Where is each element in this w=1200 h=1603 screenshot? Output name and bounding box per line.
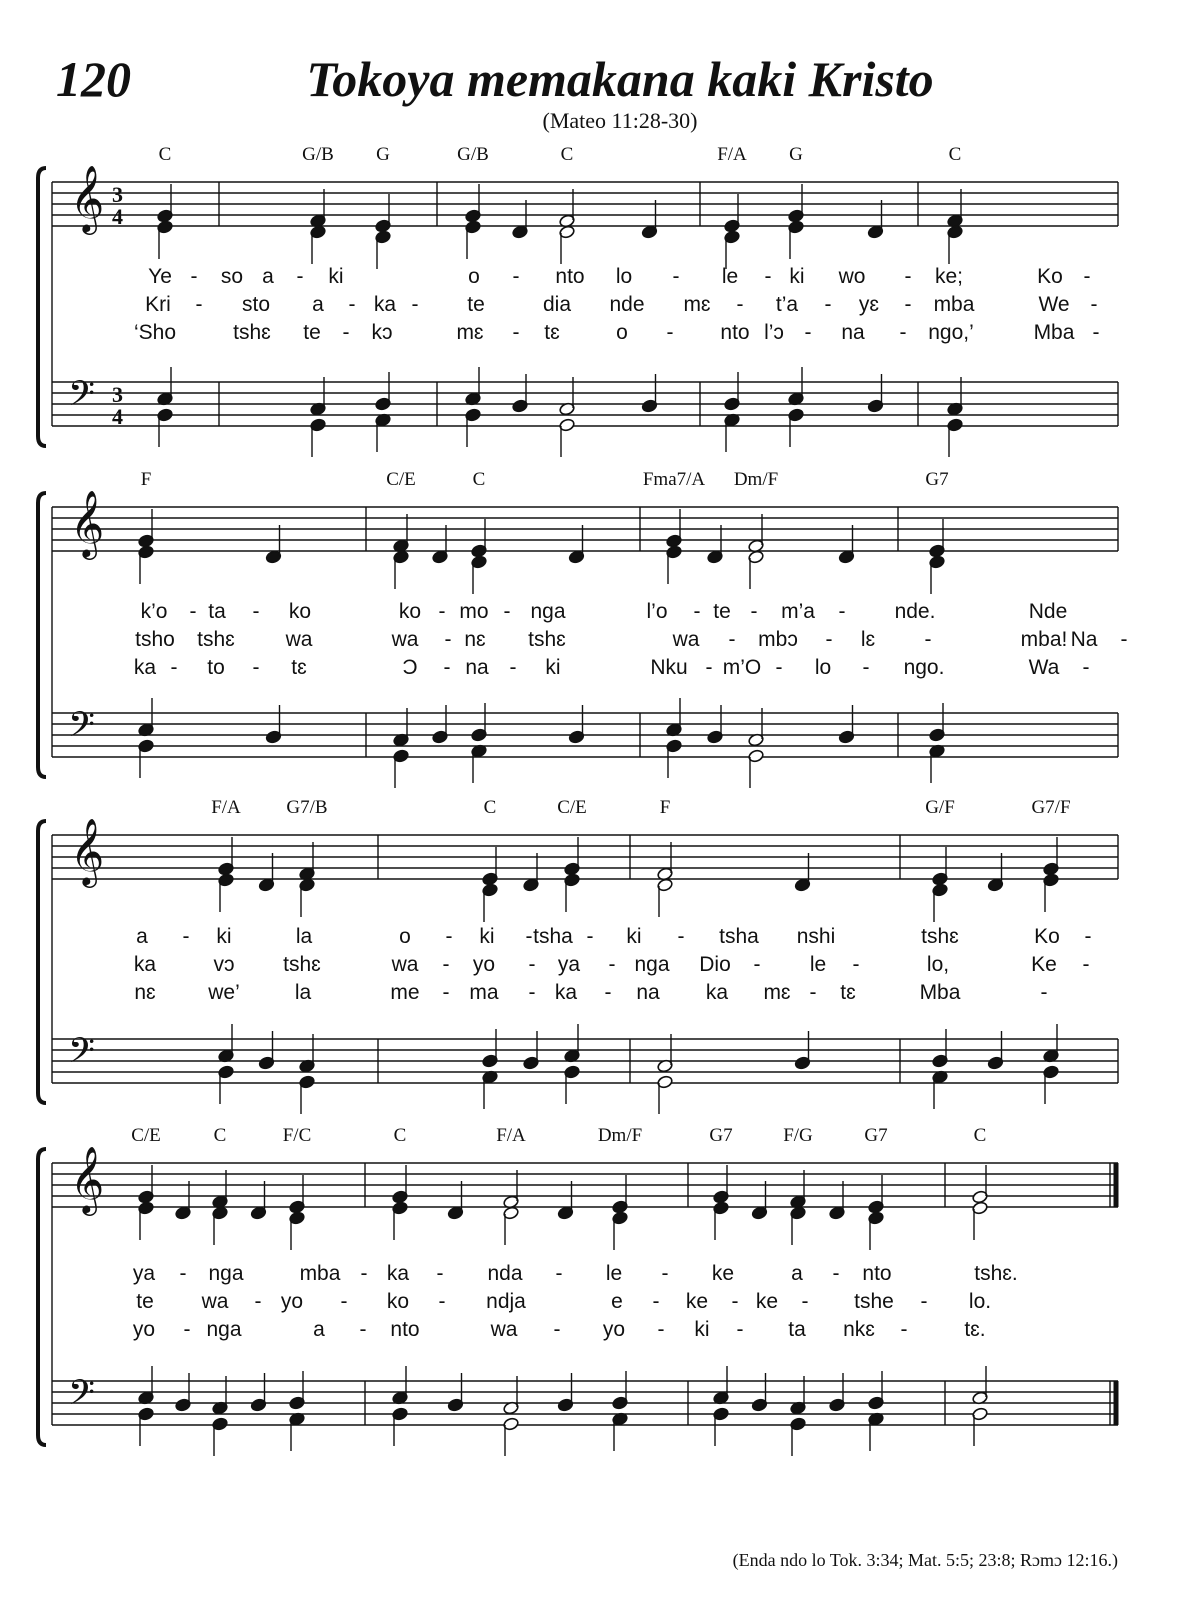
lyric-syllable: Nde <box>1028 600 1068 623</box>
lyric-syllable: lo <box>814 656 832 679</box>
lyric-syllable: nga <box>208 1262 244 1285</box>
chord-symbol: G7/B <box>286 797 328 818</box>
lyric-syllable: mɛ <box>763 981 791 1004</box>
chord-symbol: Fma7/A <box>642 469 706 490</box>
lyric-hyphen: - <box>661 1262 669 1285</box>
lyric-syllable: yo <box>472 953 496 976</box>
chord-symbol: C <box>560 144 574 165</box>
lyric-syllable: le <box>809 953 827 976</box>
chord-symbol: C <box>948 144 962 165</box>
chord-symbol: G7 <box>709 1125 733 1146</box>
lyric-hyphen: - <box>512 265 520 288</box>
lyric-syllable: Ɔ <box>402 656 418 679</box>
lyric-syllable: ke; <box>934 265 964 288</box>
lyric-syllable: yo <box>602 1318 626 1341</box>
lyric-syllable: nga <box>206 1318 242 1341</box>
lyric-syllable: Ke <box>1031 953 1057 976</box>
lyric-hyphen: - <box>608 953 616 976</box>
lyric-syllable: nga <box>530 600 566 623</box>
lyric-hyphen: - <box>438 1290 446 1313</box>
lyric-syllable: wa <box>672 628 700 651</box>
lyric-syllable: l’ɔ <box>764 321 784 344</box>
lyric-syllable: nto <box>720 321 750 344</box>
chord-symbol: F <box>659 797 671 818</box>
lyric-hyphen: - <box>340 1290 348 1313</box>
lyric-syllable: tsha <box>719 925 759 948</box>
chord-symbol: C <box>158 144 172 165</box>
lyric-hyphen: - <box>528 981 536 1004</box>
lyric-syllable: te <box>467 293 485 316</box>
hymn-title: Tokoya memakana kaki Kristo <box>306 51 934 107</box>
lyric-syllable: we’ <box>208 981 240 1004</box>
chord-symbol: G/B <box>302 144 334 165</box>
chord-symbol: G7 <box>864 1125 888 1146</box>
lyric-syllable: tɛ <box>544 321 560 344</box>
lyric-syllable: le <box>721 265 739 288</box>
lyric-syllable: e <box>611 1290 623 1313</box>
lyric-syllable: o <box>468 265 480 288</box>
lyric-syllable: ngo,’ <box>928 321 974 344</box>
lyric-syllable: nɛ <box>134 981 156 1004</box>
lyric-syllable: t’a <box>775 293 799 316</box>
lyric-syllable: Mba <box>919 981 961 1004</box>
chord-symbol: C <box>973 1125 987 1146</box>
bass-time-bottom: 4 <box>112 404 123 429</box>
lyric-syllable: nto <box>862 1262 892 1285</box>
lyric-hyphen: - <box>731 1290 739 1313</box>
lyric-syllable: Ye <box>148 265 172 288</box>
lyric-syllable: ndja <box>486 1290 526 1313</box>
lyric-syllable: tshɛ. <box>974 1262 1018 1285</box>
lyric-hyphen: - <box>195 293 203 316</box>
lyric-hyphen: - <box>672 265 680 288</box>
chord-symbol: C/E <box>386 469 416 490</box>
lyric-hyphen: - <box>183 1318 191 1341</box>
lyric-syllable: ki <box>479 925 495 948</box>
chord-symbol: G <box>789 144 803 165</box>
lyric-hyphen: - <box>189 600 197 623</box>
lyric-hyphen: - <box>360 1262 368 1285</box>
lyric-syllable: yo <box>280 1290 304 1313</box>
lyric-syllable: wa <box>391 628 419 651</box>
lyric-hyphen: - <box>182 925 190 948</box>
lyric-syllable: sto <box>241 293 271 316</box>
lyric-syllable: yo <box>132 1318 156 1341</box>
lyric-syllable: ta <box>788 1318 806 1341</box>
lyric-hyphen: - <box>736 293 744 316</box>
chord-symbol: G <box>376 144 390 165</box>
lyric-syllable: ko <box>386 1290 410 1313</box>
scripture-reference: (Mateo 11:28-30) <box>542 108 698 133</box>
lyric-syllable: ke <box>711 1262 735 1285</box>
lyric-syllable: wa <box>201 1290 229 1313</box>
chord-symbol: F <box>140 469 152 490</box>
system-bracket <box>38 821 46 1103</box>
lyric-hyphen: - <box>824 293 832 316</box>
lyric-syllable: tsha <box>533 925 573 948</box>
lyric-syllable: vɔ <box>213 953 235 976</box>
lyric-syllable: ki <box>328 265 344 288</box>
lyric-hyphen: - <box>775 656 783 679</box>
lyric-hyphen: - <box>809 981 817 1004</box>
lyric-syllable: ya <box>132 1262 156 1285</box>
lyric-syllable: nshi <box>796 925 836 948</box>
lyric-hyphen: - <box>1120 628 1128 651</box>
lyric-syllable: o <box>399 925 411 948</box>
treble-time-bottom: 4 <box>112 204 123 229</box>
lyric-syllable: a <box>791 1262 803 1285</box>
lyric-hyphen: - <box>555 1262 563 1285</box>
lyric-hyphen: - <box>736 1318 744 1341</box>
lyric-hyphen: - <box>693 600 701 623</box>
chord-symbol: F/A <box>717 144 747 165</box>
lyric-syllable: mba <box>933 293 975 316</box>
lyric-syllable: lo. <box>968 1290 992 1313</box>
lyric-syllable: tsho <box>135 628 175 651</box>
lyric-syllable: so <box>220 265 244 288</box>
lyric-hyphen: - <box>900 1318 908 1341</box>
lyric-syllable: l’o <box>646 600 668 623</box>
lyric-syllable: ka <box>705 981 729 1004</box>
lyric-syllable: na <box>841 321 865 344</box>
lyric-hyphen: - <box>1084 925 1092 948</box>
lyric-syllable: ka <box>554 981 578 1004</box>
chord-symbol: C/E <box>557 797 587 818</box>
chord-symbol: G7 <box>925 469 949 490</box>
lyric-hyphen: - <box>904 265 912 288</box>
lyric-hyphen: - <box>753 953 761 976</box>
lyric-syllable: wa <box>391 953 419 976</box>
chord-symbol: C/E <box>131 1125 161 1146</box>
treble-clef-icon: 𝄞 <box>70 817 105 885</box>
lyric-syllable: ma <box>469 981 499 1004</box>
lyric-syllable: la <box>294 981 312 1004</box>
lyric-syllable: ka <box>373 293 397 316</box>
lyric-hyphen: - <box>252 656 260 679</box>
lyric-syllable: mo <box>459 600 489 623</box>
lyric-hyphen: - <box>342 321 350 344</box>
lyric-syllable: Ko <box>1037 265 1063 288</box>
lyric-hyphen: - <box>254 1290 262 1313</box>
lyric-syllable: me <box>390 981 420 1004</box>
lyric-syllable: nkɛ <box>843 1318 875 1341</box>
lyric-hyphen: - <box>442 981 450 1004</box>
system-bracket <box>38 493 46 777</box>
lyric-syllable: mba! <box>1020 628 1068 651</box>
lyric-syllable: mba <box>299 1262 341 1285</box>
lyric-hyphen: - <box>801 1290 809 1313</box>
lyric-hyphen: - <box>348 293 356 316</box>
lyric-hyphen: - <box>750 600 758 623</box>
lyric-syllable: nde <box>609 293 645 316</box>
chord-symbol: F/A <box>211 797 241 818</box>
lyric-syllable: m’a <box>781 600 815 623</box>
lyric-hyphen: - <box>359 1318 367 1341</box>
lyric-hyphen: - <box>252 600 260 623</box>
lyric-hyphen: - <box>444 628 452 651</box>
lyric-syllable: a <box>313 1318 325 1341</box>
lyric-syllable: ki <box>216 925 232 948</box>
system-bracket <box>38 168 46 446</box>
lyric-syllable: tshɛ <box>197 628 235 651</box>
lyric-syllable: ta <box>208 600 226 623</box>
lyric-hyphen: - <box>1040 981 1048 1004</box>
lyric-syllable: mbɔ <box>758 628 798 651</box>
lyric-syllable: tshɛ <box>283 953 321 976</box>
lyric-syllable: yɛ <box>858 293 880 316</box>
bass-time-top: 3 <box>112 382 123 407</box>
lyric-hyphen: - <box>1092 321 1100 344</box>
lyric-syllable: tshe <box>854 1290 894 1313</box>
lyric-syllable: a <box>136 925 148 948</box>
chord-symbol: C <box>213 1125 227 1146</box>
lyric-hyphen: - <box>838 600 846 623</box>
lyric-syllable: Mba <box>1033 321 1075 344</box>
lyric-syllable: tɛ <box>291 656 307 679</box>
lyric-hyphen: - <box>920 1290 928 1313</box>
chord-symbol: F/C <box>282 1125 312 1146</box>
lyric-hyphen: - <box>764 265 772 288</box>
lyric-syllable: ‘Sho <box>133 321 177 344</box>
lyric-syllable: lo <box>615 265 633 288</box>
system-bracket <box>38 1149 46 1445</box>
lyric-hyphen: - <box>705 656 713 679</box>
lyric-hyphen: - <box>825 628 833 651</box>
lyric-syllable: a <box>312 293 324 316</box>
lyric-syllable: ke <box>755 1290 779 1313</box>
lyric-hyphen: - <box>443 656 451 679</box>
lyric-syllable: nde. <box>894 600 936 623</box>
lyric-syllable: ki <box>545 656 561 679</box>
lyric-syllable: lo, <box>926 953 950 976</box>
lyric-syllable: We <box>1038 293 1070 316</box>
bass-clef-icon: 𝄢 <box>68 373 96 422</box>
lyric-hyphen: - <box>445 925 453 948</box>
lyric-syllable: nto <box>555 265 585 288</box>
lyric-syllable: ki <box>694 1318 710 1341</box>
lyric-syllable: na <box>636 981 660 1004</box>
lyric-hyphen: - <box>525 925 533 948</box>
chord-symbol: G7/F <box>1031 797 1071 818</box>
lyric-syllable: wa <box>285 628 313 651</box>
lyric-syllable: a <box>262 265 274 288</box>
lyric-syllable: Nku <box>650 656 688 679</box>
lyric-syllable: tshɛ <box>921 925 959 948</box>
lyric-syllable: mɛ <box>683 293 711 316</box>
lyric-syllable: na <box>465 656 489 679</box>
chord-symbol: C <box>472 469 486 490</box>
lyric-hyphen: - <box>652 1290 660 1313</box>
lyric-syllable: ka <box>386 1262 410 1285</box>
lyric-syllable: tɛ <box>840 981 856 1004</box>
chord-symbol: C <box>393 1125 407 1146</box>
footnote-references: (Enda ndo lo Tok. 3:34; Mat. 5:5; 23:8; Rɔmɔ 12:16.) <box>732 1550 1118 1570</box>
bass-clef-icon: 𝄢 <box>68 1030 96 1079</box>
lyric-hyphen: - <box>728 628 736 651</box>
lyric-hyphen: - <box>438 600 446 623</box>
lyric-syllable: ki <box>789 265 805 288</box>
hymn-number: 120 <box>56 51 131 107</box>
lyric-hyphen: - <box>852 953 860 976</box>
lyric-hyphen: - <box>899 321 907 344</box>
lyric-syllable: Kri <box>145 293 171 316</box>
chord-symbol: Dm/F <box>733 469 779 490</box>
lyric-syllable: Na <box>1070 628 1098 651</box>
treble-clef-icon: 𝄞 <box>70 489 105 557</box>
lyric-hyphen: - <box>862 656 870 679</box>
lyric-syllable: te <box>303 321 321 344</box>
lyric-syllable: tshɛ <box>528 628 566 651</box>
chord-symbol: F/G <box>783 1125 813 1146</box>
lyric-hyphen: - <box>512 321 520 344</box>
lyric-hyphen: - <box>528 953 536 976</box>
treble-clef-icon: 𝄞 <box>70 164 105 232</box>
lyric-hyphen: - <box>442 953 450 976</box>
lyric-syllable: o <box>616 321 628 344</box>
chord-symbol: G/B <box>457 144 489 165</box>
lyric-syllable: ya <box>557 953 581 976</box>
lyric-syllable: Ko <box>1034 925 1060 948</box>
lyric-syllable: ka <box>133 953 157 976</box>
lyric-hyphen: - <box>179 1262 187 1285</box>
lyric-syllable: nda <box>487 1262 523 1285</box>
lyric-syllable: k’o <box>140 600 168 623</box>
lyric-syllable: lɛ <box>860 628 876 651</box>
lyric-syllable: mɛ <box>456 321 484 344</box>
lyric-syllable: nga <box>634 953 670 976</box>
lyric-hyphen: - <box>904 293 912 316</box>
lyric-syllable: kɔ <box>371 321 393 344</box>
lyric-syllable: wo <box>838 265 866 288</box>
lyric-syllable: nɛ <box>464 628 486 651</box>
lyric-hyphen: - <box>436 1262 444 1285</box>
lyric-hyphen: - <box>657 1318 665 1341</box>
lyric-syllable: Wa <box>1028 656 1060 679</box>
lyric-hyphen: - <box>1090 293 1098 316</box>
lyric-hyphen: - <box>832 1262 840 1285</box>
lyric-syllable: to <box>207 656 225 679</box>
lyric-hyphen: - <box>503 600 511 623</box>
lyric-syllable: Dio <box>699 953 731 976</box>
lyric-syllable: ko <box>398 600 422 623</box>
chord-symbol: C <box>483 797 497 818</box>
lyric-hyphen: - <box>553 1318 561 1341</box>
lyric-syllable: ke <box>685 1290 709 1313</box>
treble-clef-icon: 𝄞 <box>70 1145 105 1213</box>
lyric-syllable: ngo. <box>903 656 945 679</box>
lyric-syllable: wa <box>490 1318 518 1341</box>
lyric-hyphen: - <box>170 656 178 679</box>
lyric-syllable: tshɛ <box>233 321 271 344</box>
bass-clef-icon: 𝄢 <box>68 1372 96 1421</box>
lyric-hyphen: - <box>1082 953 1090 976</box>
lyric-syllable: dia <box>542 293 572 316</box>
chord-symbol: Dm/F <box>597 1125 643 1146</box>
lyric-hyphen: - <box>924 628 932 651</box>
bass-clef-icon: 𝄢 <box>68 704 96 753</box>
lyric-syllable: le <box>605 1262 623 1285</box>
lyric-hyphen: - <box>1083 265 1091 288</box>
lyric-hyphen: - <box>296 265 304 288</box>
treble-time-top: 3 <box>112 182 123 207</box>
lyric-hyphen: - <box>586 925 594 948</box>
lyric-syllable: m’O <box>722 656 762 679</box>
lyric-syllable: te <box>136 1290 154 1313</box>
lyric-syllable: ka <box>133 656 157 679</box>
lyric-syllable: tɛ. <box>964 1318 986 1341</box>
lyric-hyphen: - <box>804 321 812 344</box>
lyric-hyphen: - <box>677 925 685 948</box>
lyric-syllable: ki <box>626 925 642 948</box>
chord-symbol: F/A <box>496 1125 526 1146</box>
lyric-hyphen: - <box>190 265 198 288</box>
lyric-syllable: la <box>295 925 313 948</box>
lyric-hyphen: - <box>604 981 612 1004</box>
lyric-syllable: te <box>713 600 731 623</box>
lyric-hyphen: - <box>509 656 517 679</box>
lyric-hyphen: - <box>1082 656 1090 679</box>
lyric-hyphen: - <box>666 321 674 344</box>
lyric-hyphen: - <box>411 293 419 316</box>
lyric-syllable: nto <box>390 1318 420 1341</box>
lyric-syllable: ko <box>288 600 312 623</box>
chord-symbol: G/F <box>925 797 955 818</box>
